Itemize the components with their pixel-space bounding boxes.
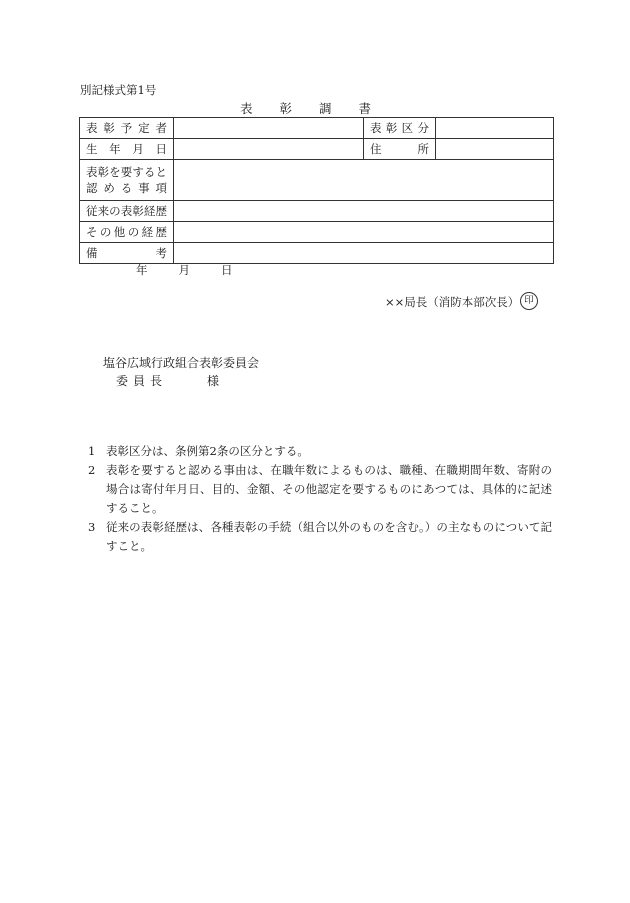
date-year: 年: [136, 263, 148, 277]
remarks-value-cell[interactable]: [174, 243, 554, 264]
address-label-cell: [364, 139, 436, 160]
note-number: 1: [88, 444, 96, 458]
addressee-title: 委員長: [116, 374, 168, 388]
note-text: 表彰を要すると認める事由は、在職年数によるものは、職種、在職期間年数、寄附の場合は寄付年月日、目的、金額、その他認定を要するものにあつては、具体的に記述すること。: [106, 463, 552, 515]
sender-title: ××局長（消防本部次長）: [385, 295, 520, 309]
seal-mark: 印: [520, 292, 538, 310]
nominee-label: 表彰予定者: [86, 121, 167, 135]
reason-label-line1: 表彰を要すると: [86, 165, 167, 179]
note-item: [88, 518, 552, 556]
nomination-table: [79, 117, 554, 264]
category-label-cell: [364, 118, 436, 139]
history-value-cell[interactable]: [174, 201, 554, 222]
date-day: 日: [221, 263, 233, 277]
birthdate-label-cell: [80, 139, 174, 160]
address-value-cell[interactable]: [436, 139, 554, 160]
birthdate-value-cell[interactable]: [174, 139, 364, 160]
document-title: 表彰調書: [240, 101, 399, 116]
nominee-label-cell: [80, 118, 174, 139]
addressee-honorific: 様: [207, 374, 220, 388]
note-text: 従来の表彰経歴は、各種表彰の手続（組合以外のものを含む。）の主なものについて記すこと。: [106, 520, 552, 553]
addressee-organization: 塩谷広域行政組合表彰委員会: [103, 356, 260, 370]
reason-label-line2: 認める事項: [86, 181, 167, 195]
history-label: 従来の表彰経歴: [86, 204, 167, 218]
note-item: [88, 442, 552, 461]
nominee-value-cell[interactable]: [174, 118, 364, 139]
category-label: 表彰区分: [370, 121, 429, 135]
remarks-label: 備 考: [86, 246, 167, 260]
other-label-cell: [80, 222, 174, 243]
note-item: [88, 461, 552, 518]
reason-value-cell[interactable]: [174, 160, 554, 201]
addressee-line: [116, 372, 219, 389]
form-number-label: 別記様式第1号: [80, 83, 157, 97]
other-history-label: その他の経歴: [86, 225, 167, 239]
birthdate-label: 生年月日: [86, 142, 167, 156]
remarks-label-cell: [80, 243, 174, 264]
reason-label-cell: [80, 160, 174, 201]
notes-section: [88, 442, 552, 556]
address-label: 住 所: [370, 142, 429, 156]
note-number: 2: [88, 463, 96, 477]
note-text: 表彰区分は、条例第2条の区分とする。: [106, 444, 309, 458]
note-number: 3: [88, 520, 96, 534]
date-month: 月: [178, 263, 190, 277]
category-value-cell[interactable]: [436, 118, 554, 139]
other-history-value-cell[interactable]: [174, 222, 554, 243]
history-label-cell: [80, 201, 174, 222]
date-line: [136, 262, 233, 278]
